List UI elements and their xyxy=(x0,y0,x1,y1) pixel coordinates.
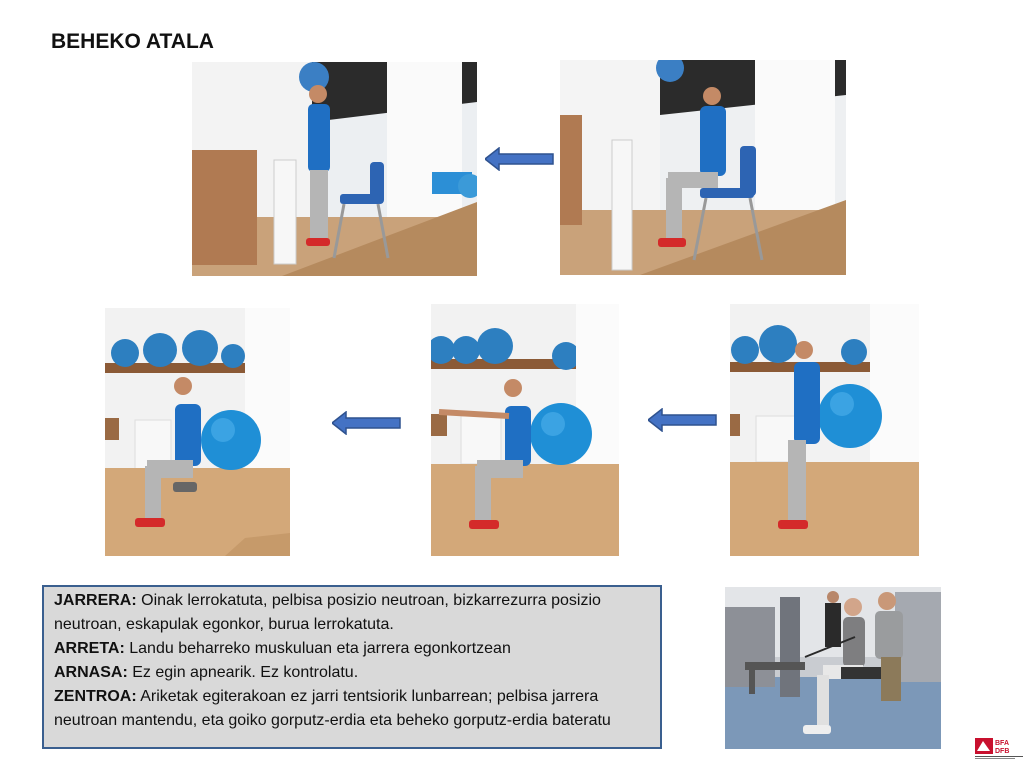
svg-text:BFA: BFA xyxy=(995,740,1009,747)
photo-squat-arms-forward xyxy=(431,304,619,556)
photo-standing-by-chair xyxy=(192,62,477,276)
arrow-left-icon xyxy=(332,411,402,435)
slide-title: BEHEKO ATALA xyxy=(51,30,214,53)
svg-text:DFB: DFB xyxy=(995,748,1010,755)
photo-squat-dumbbells xyxy=(105,308,290,556)
instruction-core: ZENTROA: Ariketak egiterakoan ez jarri tentsiorik lunbarrean; pelbisa jarrera neutroan mantendu, eta goiko gorputz-erdia eta beheko gorputz-erdia bateratu xyxy=(54,688,611,729)
bfa-dfb-logo xyxy=(975,738,1023,760)
instruction-posture: JARRERA: Oinak lerrokatuta, pelbisa posizio neutroan, bizkarrezurra posizio neutroan, eskapulak egonkor, burua lerrokatuta. xyxy=(54,592,601,633)
instruction-breathing: ARNASA: Ez egin apnearik. Ez kontrolatu. xyxy=(54,664,359,681)
instruction-attention: ARRETA: Landu beharreko muskuluan eta jarrera egonkortzean xyxy=(54,640,511,657)
photo-standing-with-ball xyxy=(730,304,919,556)
photo-seated-on-chair xyxy=(560,60,846,275)
photo-gym-cable-exercise xyxy=(725,587,941,749)
instructions-box xyxy=(42,585,662,749)
arrow-left-icon xyxy=(648,408,718,432)
arrow-left-icon xyxy=(485,147,555,171)
